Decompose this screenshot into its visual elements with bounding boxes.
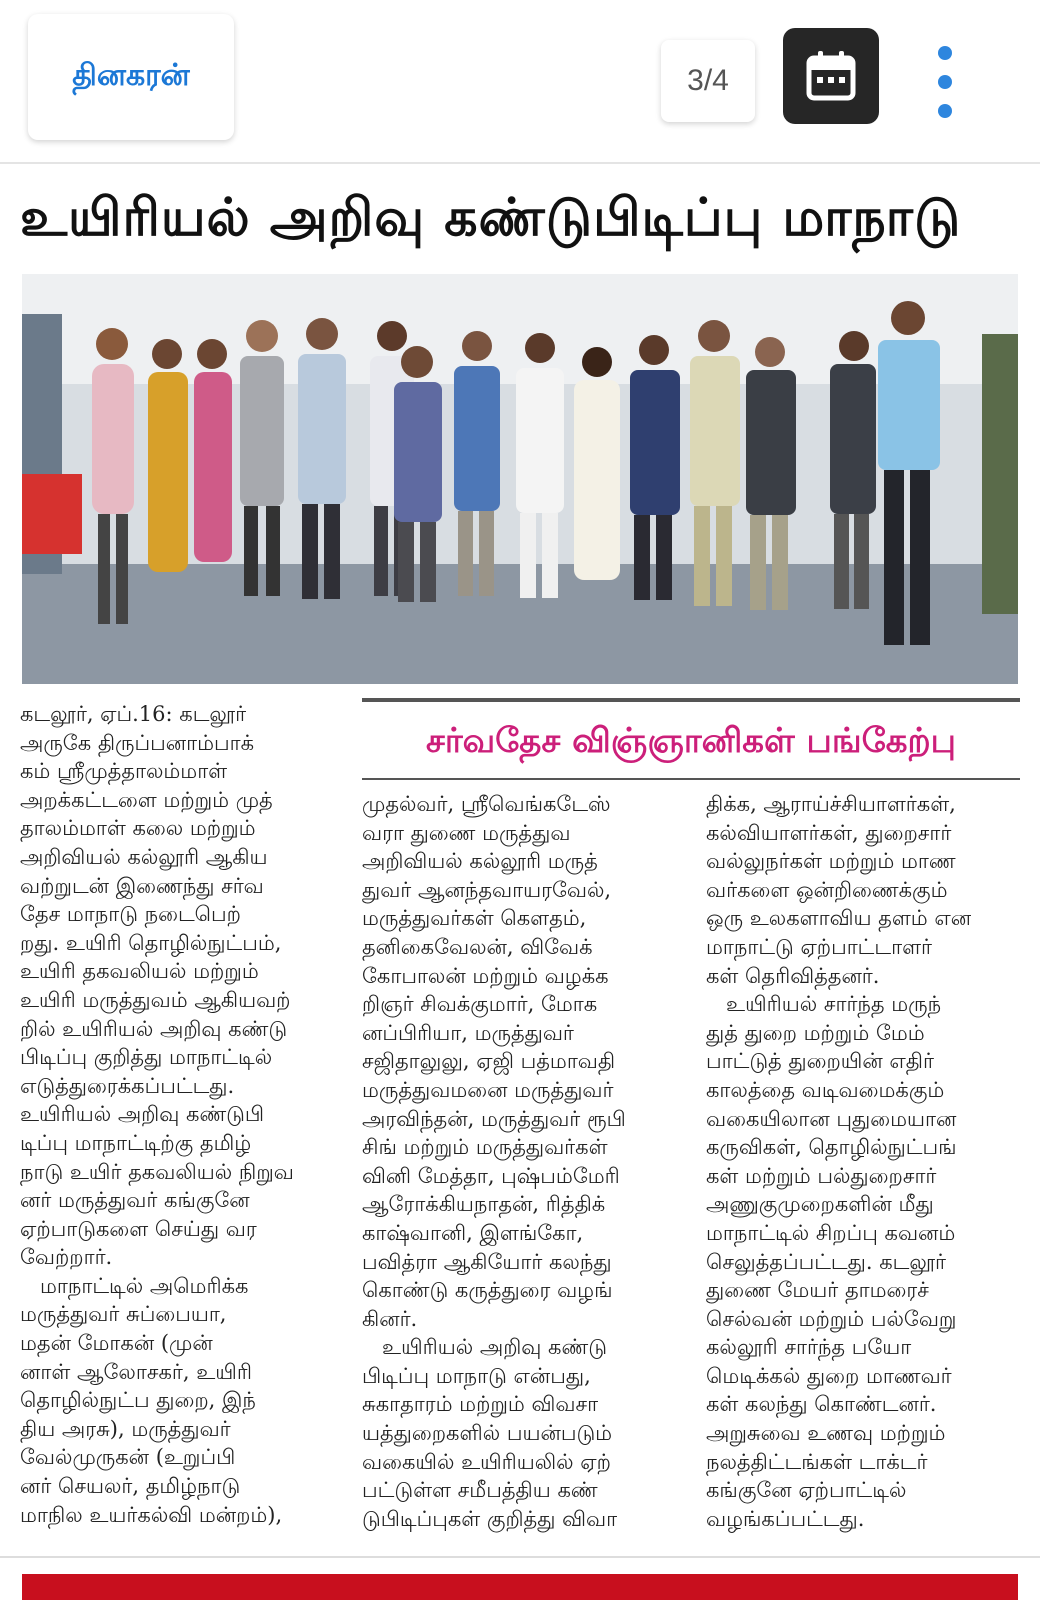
article-column-3: திக்க, ஆராய்ச்சியாளர்கள், கல்வியாளர்கள், துறைசார் வல்லுநர்கள் மற்றும் மாண வர்களை ஒன்றிணைக்கும் ஒரு உலகளாவிய தளம் என மாநாட்டு ஏற்பாட்டாளர் கள் தெரிவித்தனர். உயிரியல் சார்ந்த மருந் துத் துறை மற்றும் மேம் பாட்டுத் துறையின் எதிர் காலத்தை வடிவமைக்கும் வகையிலான புதுமையான கருவிகள், தொழில்நுட்பங் கள் மற்றும் பல்துறைசார் அணுகுமுறைகளின் மீது மாநாட்டில் சிறப்பு கவனம் செலுத்தப்பட்டது. கடலூர் துணை மேயர் தாமரைச் செல்வன் மற்றும் பல்வேறு கல்லூரி சார்ந்த பயோ மெடிக்கல் துறை மாணவர் கள் கலந்து கொண்டனர். அறுசுவை உணவு மற்றும் நலத்திட்டங்கள் டாக்டர் கங்குனே ஏற்பாட்டில் வழங்கப்பட்டது. [706,792,972,1531]
article-column-2: முதல்வர், ஸ்ரீவெங்கடேஸ் வரா துணை மருத்துவ அறிவியல் கல்லூரி மருத் துவர் ஆனந்தவாயரவேல், மருத்துவர்கள் கௌதம், தனிகைவேலன், விவேக் கோபாலன் மற்றும் வழக்க றிஞர் சிவக்குமார், மோக னப்பிரியா, மருத்துவர் சஜிதாலுலு, ஏஜி பத்மாவதி மருத்துவமனை மருத்துவர் அரவிந்தன், மருத்துவர் ரூபி சிங் மற்றும் மருத்துவர்கள் வினி மேத்தா, புஷ்பம்மேரி ஆரோக்கியநாதன், ரித்திக் காஷ்வானி, இளங்கோ, பவித்ரா ஆகியோர் கலந்து கொண்டு கருத்துரை வழங் கினர். உயிரியல் அறிவு கண்டு பிடிப்பு மாநாடு என்பது, சுகாதாரம் மற்றும் விவசா யத்துறைகளில் பயன்படும் வகையில் உயிரியலில் ஏற் பட்டுள்ள சமீபத்திய கண் டுபிடிப்புகள் குறித்து விவா [362,792,626,1531]
page-indicator[interactable] [661,40,755,122]
logo-text: தினகரன் [72,57,190,93]
top-bar [0,0,1040,164]
subheadline-bottom-rule [362,778,1020,780]
article-headline: உயிரியல் அறிவு கண்டுபிடிப்பு மாநாடு [20,187,962,248]
more-vertical-icon [938,46,952,60]
more-dot [938,75,952,89]
logo-button[interactable] [28,14,234,140]
calendar-button[interactable] [783,28,879,124]
page-indicator-label: 3/4 [687,64,729,97]
group-photo [22,274,1018,684]
calendar-icon [801,46,861,106]
more-dot [938,104,952,118]
footer-divider [0,1556,1040,1558]
article-subheadline: சர்வதேச விஞ்ஞானிகள் பங்கேற்பு [426,721,956,761]
more-options-button[interactable] [930,46,960,118]
next-article-strip[interactable] [22,1574,1018,1600]
group-photo-image [22,274,1018,684]
subheadline-top-rule [362,698,1020,702]
article-column-1: கடலூர், ஏப்.16: கடலூர் அருகே திருப்பனாம்பாக் கம் ஸ்ரீமுத்தாலம்மாள் அறக்கட்டளை மற்றும் முத் தாலம்மாள் கலை மற்றும் அறிவியல் கல்லூரி ஆகிய வற்றுடன் இணைந்து சர்வ தேச மாநாடு நடைபெற் றது. உயிரி தொழில்நுட்பம், உயிரி தகவலியல் மற்றும் உயிரி மருத்துவம் ஆகியவற் றில் உயிரியல் அறிவு கண்டு பிடிப்பு குறித்து மாநாட்டில் எடுத்துரைக்கப்பட்டது. உயிரியல் அறிவு கண்டுபி டிப்பு மாநாட்டிற்கு தமிழ் நாடு உயிர் தகவலியல் நிறுவ னர் மருத்துவர் கங்குனே ஏற்பாடுகளை செய்து வர வேற்றார். மாநாட்டில் அமெரிக்க மருத்துவர் சுப்பையா, மதன் மோகன் (முன் னாள் ஆலோசகர், உயிரி தொழில்நுட்ப துறை, இந் திய அரசு), மருத்துவர் வேல்முருகன் (உறுப்பி னர் செயலர், தமிழ்நாடு மாநில உயர்கல்வி மன்றம்), [20,702,294,1527]
